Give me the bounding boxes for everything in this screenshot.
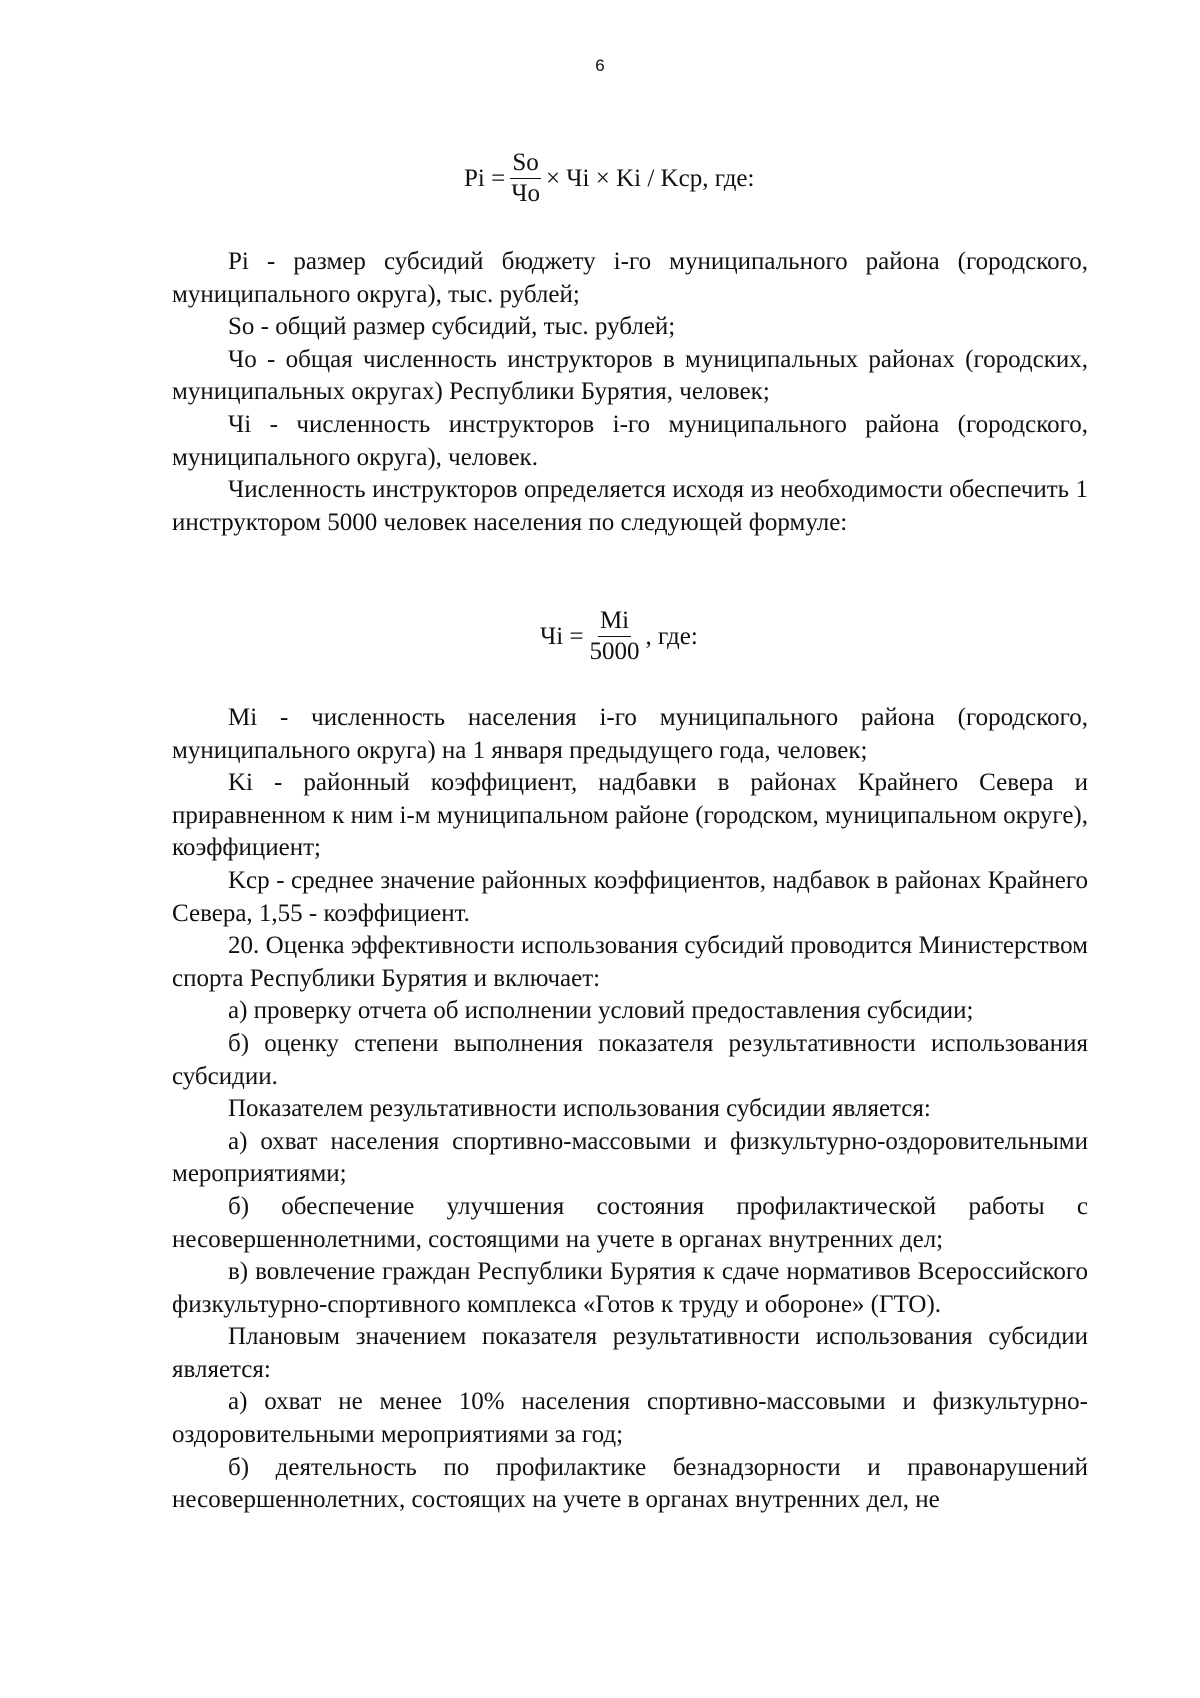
- fraction-numerator: So: [510, 148, 540, 179]
- paragraph: Плановым значением показателя результативности использования субсидии является:: [172, 1323, 1088, 1383]
- formula-lhs: Pi =: [464, 164, 506, 192]
- paragraph: Показателем результативности использования субсидии является:: [228, 1095, 931, 1123]
- instructor-formula: [540, 606, 698, 667]
- paragraph: 20. Оценка эффективности использования субсидий проводится Министерством спорта Республики Бурятия и включает:: [172, 932, 1088, 992]
- definitions-block: [172, 246, 1088, 539]
- main-text-block: [172, 702, 1088, 1517]
- fraction-denominator: 5000: [589, 638, 640, 665]
- page-number: 6: [595, 56, 605, 75]
- paragraph: в) вовлечение граждан Республики Бурятия к сдаче нормативов Всероссийского физкультурно-спортивного комплекса «Готов к труду и обороне» (ГТО).: [172, 1258, 1088, 1318]
- paragraph: Чо - общая численность инструкторов в муниципальных районах (городских, муниципальных округах) Республики Бурятия, человек;: [172, 345, 1088, 406]
- formula-fraction: [588, 606, 642, 667]
- formula-fraction: [509, 148, 542, 209]
- paragraph: а) проверку отчета об исполнении условий предоставления субсидии;: [228, 997, 974, 1025]
- paragraph: Ki - районный коэффициент, надбавки в районах Крайнего Севера и приравненном к ним i-м муниципальном районе (городском, муниципальном округе), коэффициент;: [172, 769, 1088, 862]
- fraction-denominator: Чо: [511, 180, 540, 207]
- subsidy-formula: [464, 148, 754, 209]
- paragraph: а) охват не менее 10% населения спортивно-массовыми и физкультурно-оздоровительными мероприятиями за год;: [172, 1388, 1088, 1449]
- paragraph: б) деятельность по профилактике безнадзорности и правонарушений несовершеннолетних, состоящих на учете в органах внутренних дел, не: [172, 1453, 1088, 1514]
- paragraph: Kср - среднее значение районных коэффициентов, надбавок в районах Крайнего Севера, 1,55 - коэффициент.: [172, 866, 1088, 927]
- paragraph: So - общий размер субсидий, тыс. рублей;: [228, 313, 676, 341]
- paragraph: Чi - численность инструкторов i-го муниципального района (городского, муниципального округа), человек.: [172, 410, 1088, 471]
- paragraph: Численность инструкторов определяется исходя из необходимости обеспечить 1 инструктором 5000 человек населения по следующей формуле:: [172, 476, 1088, 536]
- paragraph: а) охват населения спортивно-массовыми и физкультурно-оздоровительными мероприятиями;: [172, 1127, 1088, 1188]
- formula-rhs: × Чi × Ki / Kср, где:: [545, 164, 755, 192]
- paragraph: б) оценку степени выполнения показателя результативности использования субсидии.: [172, 1029, 1088, 1090]
- paragraph: Pi - размер субсидий бюджету i-го муниципального района (городского, муниципального округа), тыс. рублей;: [172, 248, 1088, 308]
- paragraph: Mi - численность населения i-го муниципального района (городского, муниципального округа) на 1 января предыдущего года, человек;: [172, 704, 1088, 764]
- fraction-numerator: Mi: [598, 606, 631, 637]
- paragraph: б) обеспечение улучшения состояния профилактической работы с несовершеннолетними, состоящими на учете в органах внутренних дел;: [172, 1192, 1088, 1253]
- formula-lhs: Чi =: [540, 622, 584, 650]
- formula-rhs: , где:: [645, 622, 698, 650]
